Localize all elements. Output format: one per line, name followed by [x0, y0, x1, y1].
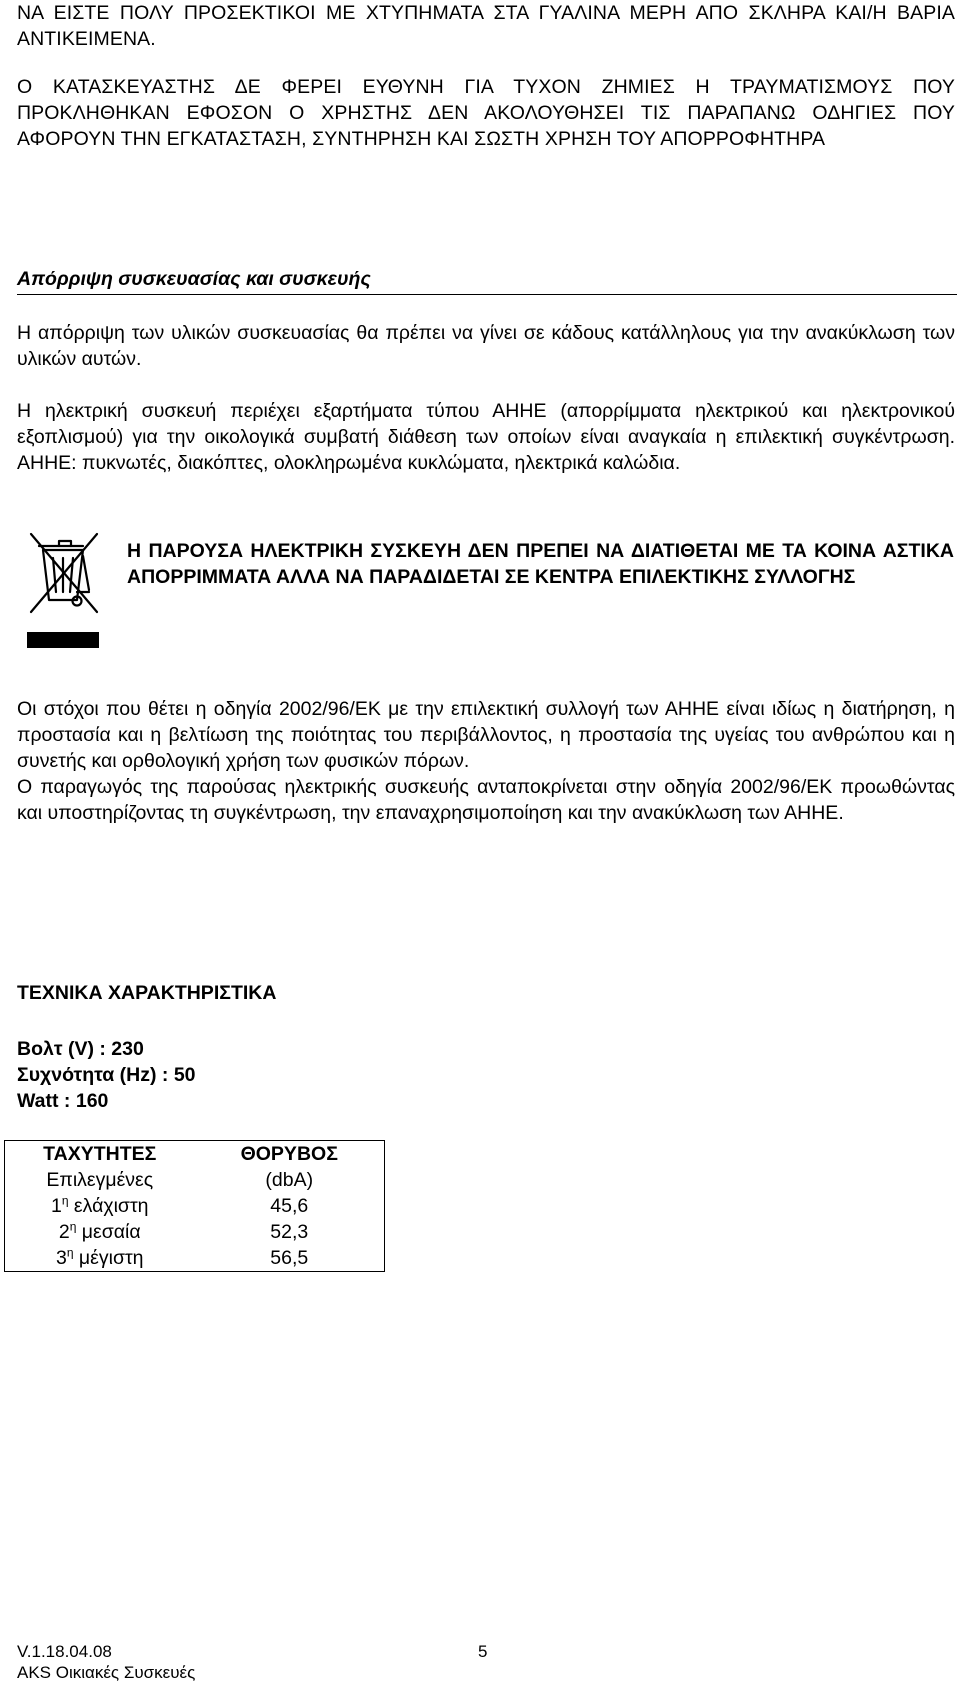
table-row: [5, 1245, 385, 1272]
ordinal-suffix: η: [69, 1219, 77, 1234]
disposal-heading: [17, 266, 957, 295]
noise-cell: 52,3: [270, 1221, 309, 1243]
speed-noise-table: [4, 1140, 385, 1272]
table-row: [5, 1219, 385, 1245]
footer-company: AKS Οικιακές Συσκευές: [17, 1663, 196, 1682]
column-header-speeds: ΤΑΧΥΤΗΤΕΣ: [43, 1143, 157, 1165]
noise-cell: 45,6: [270, 1195, 309, 1217]
table-row: [5, 1193, 385, 1219]
speed-label: μεσαία: [76, 1221, 141, 1243]
speed-cell: [5, 1219, 195, 1245]
footer-version: V.1.18.04.08: [17, 1642, 112, 1661]
directive-paragraph-goals: Οι στόχοι που θέτει η οδηγία 2002/96/ΕΚ με την επιλεκτική συλλογή των ΑΗΗΕ είναι ιδίως η διατήρηση, η προστασία και η βελτίωση της ποιότητας του περιβάλλοντος, η προστασία της υγείας του ανθρώπου και η συνετής και ορθολογική χρήση των φυσικών πόρων.: [17, 698, 955, 772]
speed-number: 2: [58, 1221, 70, 1243]
noise-cell: 56,5: [270, 1247, 309, 1269]
disposal-paragraph-weee: Η ηλεκτρική συσκευή περιέχει εξαρτήματα τύπου ΑΗΗΕ (απορρίμματα ηλεκτρικού και ηλεκτρονικού εξοπλισμού) για την οικολογικά συμβατή διάθεση των οποίων είναι αναγκαία η επιλεκτική συγκέντρωση. ΑΗΗΕ: πυκνωτές, διακόπτες, ολοκληρωμένα κυκλώματα, ηλεκτρικά καλώδια.: [17, 400, 955, 474]
table-subheader-row: [5, 1167, 385, 1193]
speed-cell: [5, 1193, 195, 1219]
directive-paragraph-producer: Ο παραγωγός της παρούσας ηλεκτρικής συσκευής ανταποκρίνεται στην οδηγία 2002/96/ΕΚ προωθώντας και υποστηρίζοντας τη συγκέντρωση, την επαναχρησιμοποίηση και την ανακύκλωση των ΑΗΗΕ.: [17, 776, 955, 824]
speed-label: ελάχιστη: [68, 1195, 149, 1217]
warning-glass: ΝΑ ΕΙΣΤΕ ΠΟΛΥ ΠΡΟΣΕΚΤΙΚΟΙ ΜΕ ΧΤΥΠΗΜΑΤΑ ΣΤΑ ΓΥΑΛΙΝΑ ΜΕΡΗ ΑΠΟ ΣΚΛΗΡΑ ΚΑΙ/Η ΒΑΡΙΑ ΑΝΤΙΚΕΙΜΕΝΑ.: [17, 2, 955, 50]
speed-cell: [5, 1245, 195, 1272]
spec-frequency: Συχνότητα (Hz) : 50: [17, 1064, 196, 1086]
weee-notice: Η ΠΑΡΟΥΣΑ ΗΛΕΚΤΡΙΚΗ ΣΥΣΚΕΥΗ ΔΕΝ ΠΡΕΠΕΙ ΝΑ ΔΙΑΤΙΘΕΤΑΙ ΜΕ ΤΑ ΚΟΙΝΑ ΑΣΤΙΚΑ ΑΠΟΡΡΙΜΜΑΤΑ ΑΛΛΑ ΝΑ ΠΑΡΑΔΙΔΕΤΑΙ ΣΕ ΚΕΝΤΡΑ ΕΠΙΛΕΚΤΙΚΗΣ ΣΥΛΛΟΓΗΣ: [127, 540, 954, 588]
page-footer: [17, 1641, 195, 1683]
spec-volt: Βολτ (V) : 230: [17, 1038, 144, 1060]
speed-number: 1: [50, 1195, 62, 1217]
column-header-noise: ΘΟΡΥΒΟΣ: [240, 1143, 338, 1165]
column-subheader-unit: (dbA): [265, 1169, 314, 1191]
specs-heading: ΤΕΧΝΙΚΑ ΧΑΡΑΚΤΗΡΙΣΤΙΚΑ: [17, 982, 277, 1004]
page-number: 5: [478, 1642, 488, 1661]
disposal-paragraph-packaging: Η απόρριψη των υλικών συσκευασίας θα πρέπει να γίνει σε κάδους κατάλληλους για την ανακύκλωση των υλικών αυτών.: [17, 322, 955, 370]
speed-number: 3: [55, 1247, 67, 1269]
disposal-heading-text: Απόρριψη συσκευασίας και συσκευής: [17, 268, 371, 290]
table-header-row: [5, 1141, 385, 1168]
column-subheader-selected: Επιλεγμένες: [46, 1169, 154, 1191]
ordinal-suffix: η: [61, 1193, 69, 1208]
ordinal-suffix: η: [66, 1245, 74, 1260]
crossed-out-wheelie-bin-icon: [25, 528, 105, 648]
speed-label: μέγιστη: [73, 1247, 144, 1269]
spec-watt: Watt : 160: [17, 1090, 109, 1112]
warning-liability: Ο ΚΑΤΑΣΚΕΥΑΣΤΗΣ ΔΕ ΦΕΡΕΙ ΕΥΘΥΝΗ ΓΙΑ ΤΥΧΟΝ ΖΗΜΙΕΣ Η ΤΡΑΥΜΑΤΙΣΜΟΥΣ ΠΟΥ ΠΡΟΚΛΗΘΗΚΑΝ ΕΦΟΣΟΝ Ο ΧΡΗΣΤΗΣ ΔΕΝ ΑΚΟΛΟΥΘΗΣΕΙ ΤΙΣ ΠΑΡΑΠΑΝΩ ΟΔΗΓΙΕΣ ΠΟΥ ΑΦΟΡΟΥΝ ΤΗΝ ΕΓΚΑΤΑΣΤΑΣΗ, ΣΥΝΤΗΡΗΣΗ ΚΑΙ ΣΩΣΤΗ ΧΡΗΣΗ ΤΟΥ ΑΠΟΡΡΟΦΗΤΗΡΑ: [17, 76, 955, 150]
